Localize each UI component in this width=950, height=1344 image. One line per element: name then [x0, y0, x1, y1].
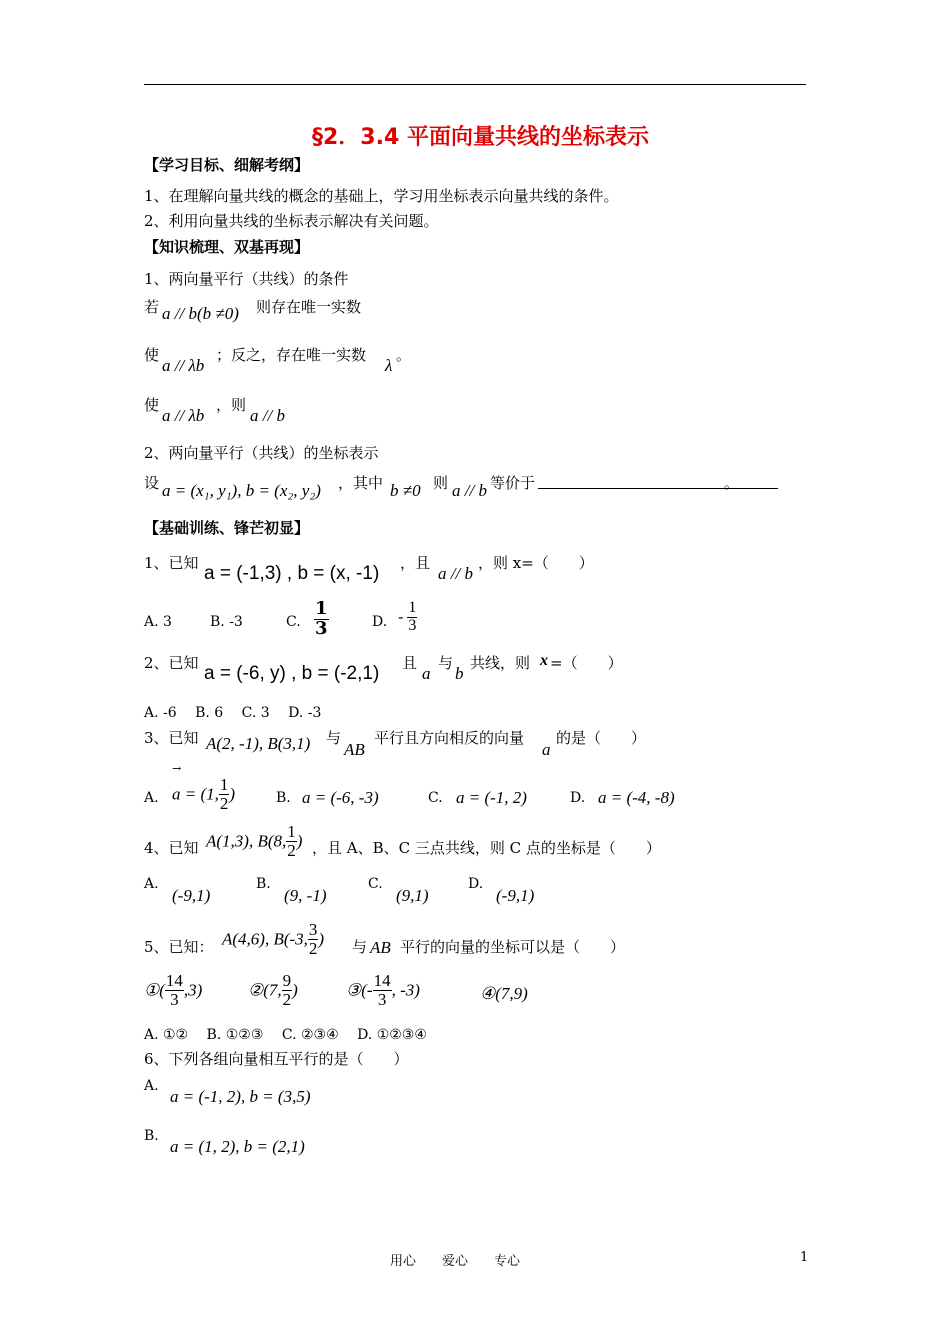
- q2-text-2: 与: [438, 654, 454, 672]
- q5-options: A. ①② B. ①②③ C. ②③④ D. ①②③④: [144, 1027, 427, 1043]
- q5-vector-ab: AB: [370, 938, 391, 957]
- q3-option-a: A.: [144, 790, 159, 806]
- q4-option-b: B.: [256, 876, 271, 892]
- q3-vector-a: a: [542, 740, 551, 759]
- arrow-mark: →: [172, 762, 182, 775]
- knowledge-2-title: 2、两向量平行（共线）的坐标表示: [144, 444, 379, 462]
- q1-text-2: ，则 x=（ ）: [478, 554, 594, 572]
- q6-option-b: B.: [144, 1128, 159, 1144]
- q5-choice-2: ②(7, $\frac{9}{2}$ ): [248, 971, 298, 1009]
- knowledge-2-formula-1: a = (x₁, y₁), b = (x₂, y₂): [162, 481, 321, 500]
- q3-option-b: B.: [276, 790, 291, 806]
- knowledge-1-formula-1: a // b(b ≠0): [162, 304, 239, 323]
- q2-text-3: 共线，则: [470, 654, 531, 672]
- q6-lead: 6、下列各组向量相互平行的是（ ）: [144, 1050, 409, 1068]
- knowledge-1-formula-2: a // λb: [162, 356, 205, 375]
- goal-line-1: 1、在理解向量共线的概念的基础上，学习用坐标表示向量共线的条件。: [144, 187, 619, 205]
- q3-option-c: C.: [428, 790, 443, 806]
- knowledge-1-lambda: λ: [385, 356, 393, 375]
- section-heading-knowledge: 【知识梳理、双基再现】: [144, 238, 310, 256]
- q3-option-a-math: a = (1, $\frac{1}{2}$ ): [172, 775, 236, 813]
- q5-choice-4: ④(7,9): [480, 984, 528, 1003]
- knowledge-2-let: 设: [144, 474, 160, 492]
- q4-option-d-math: (-9,1): [496, 886, 535, 905]
- q3-option-d-math: a = (-4, -8): [598, 788, 675, 807]
- knowledge-1-text-2: ；反之，存在唯一实数: [216, 346, 367, 364]
- q4-option-d: D.: [468, 876, 484, 892]
- q3-option-b-math: a = (-6, -3): [302, 788, 379, 807]
- q2-vector-a: a: [422, 664, 431, 683]
- q6-option-a-math: a = (-1, 2), b = (3,5): [170, 1087, 311, 1106]
- q1-option-d-fraction: - $\frac{1}{3}$: [398, 599, 417, 634]
- q3-lead: 3、已知: [144, 729, 199, 747]
- knowledge-1-title: 1、两向量平行（共线）的条件: [144, 270, 349, 288]
- q3-vector-ab: AB: [344, 740, 365, 759]
- knowledge-1-formula-4: a // b: [250, 406, 285, 425]
- q1-option-a: A. 3: [144, 614, 172, 630]
- q3-text-2: 平行且方向相反的向量: [374, 729, 525, 747]
- answer-blank: [538, 474, 778, 493]
- q1-option-c: C.: [286, 614, 301, 630]
- q1-lead: 1、已知: [144, 554, 199, 572]
- knowledge-1-make-1: 使: [144, 346, 160, 364]
- header-rule: [144, 84, 806, 85]
- q5-lead: 5、已知：: [144, 938, 214, 956]
- page-title: §2．3.4 平面向量共线的坐标表示: [312, 125, 649, 150]
- q5-text-2: 平行的向量的坐标可以是（ ）: [400, 938, 626, 956]
- q4-option-a: A.: [144, 876, 159, 892]
- q5-text-1: 与: [352, 938, 368, 956]
- q3-text-1: 与: [326, 729, 342, 747]
- q4-option-b-math: (9, -1): [284, 886, 327, 905]
- q2-options: A. -6 B. 6 C. 3 D. -3: [144, 705, 322, 721]
- knowledge-2-formula-3: a // b: [452, 481, 487, 500]
- q4-option-c: C.: [368, 876, 383, 892]
- knowledge-2-formula-2: b ≠0: [390, 481, 421, 500]
- section-heading-goals: 【学习目标、细解考纲】: [144, 156, 310, 174]
- q6-option-b-math: a = (1, 2), b = (2,1): [170, 1137, 305, 1156]
- page-footer: 用心 爱心 专心: [390, 1254, 521, 1269]
- q2-vector-b: b: [455, 664, 464, 683]
- q6-option-a: A.: [144, 1078, 159, 1094]
- section-heading-practice: 【基础训练、锋芒初显】: [144, 519, 310, 537]
- knowledge-2-text-1: ，其中: [338, 474, 384, 492]
- q1-parallel: a // b: [438, 564, 473, 583]
- knowledge-2-text-2: 则: [433, 474, 449, 492]
- q2-expression: a = (-6, y) , b = (-2,1): [204, 663, 380, 684]
- q3-option-d: D.: [570, 790, 586, 806]
- q2-text-4: =（ ）: [550, 654, 623, 672]
- q1-option-c-fraction: $\frac{1}{3}$: [315, 598, 328, 639]
- q5-choice-3: ③(- $\frac{14}{3}$ , -3): [346, 971, 420, 1009]
- q5-choice-1: ①( $\frac{14}{3}$ ,3): [144, 971, 203, 1009]
- q2-lead: 2、已知: [144, 654, 199, 672]
- q3-expression: A(2, -1), B(3,1): [206, 734, 311, 753]
- q1-option-d: D.: [372, 614, 388, 630]
- q4-text-1: ，且 A、B、C 三点共线，则 C 点的坐标是（ ）: [312, 839, 661, 857]
- q4-lead: 4、已知: [144, 839, 199, 857]
- q5-expression: A(4,6), B(-3, $\frac{3}{2}$ ): [222, 920, 325, 958]
- q2-text-1: 且: [402, 654, 418, 672]
- q1-text-1: ，且: [400, 554, 431, 572]
- knowledge-1-formula-3: a // λb: [162, 406, 205, 425]
- page-number: 1: [800, 1250, 809, 1265]
- knowledge-1-text-4: ，则: [216, 396, 247, 414]
- goal-line-2: 2、利用向量共线的坐标表示解决有关问题。: [144, 212, 439, 230]
- knowledge-1-if: 若: [144, 298, 160, 316]
- q2-variable-x: x: [540, 652, 548, 669]
- q4-expression: A(1,3), B(8, $\frac{1}{2}$ ): [206, 822, 303, 860]
- knowledge-1-text-3: 。: [396, 346, 412, 364]
- q4-option-c-math: (9,1): [396, 886, 429, 905]
- knowledge-1-make-2: 使: [144, 396, 160, 414]
- knowledge-1-text-1: 则存在唯一实数: [256, 298, 362, 316]
- knowledge-2-text-4: 。: [724, 474, 740, 492]
- q1-expression: a = (-1,3) , b = (x, -1): [204, 563, 380, 584]
- q3-option-c-math: a = (-1, 2): [456, 788, 527, 807]
- q4-option-a-math: (-9,1): [172, 886, 211, 905]
- knowledge-2-text-3: 等价于: [490, 474, 536, 492]
- q1-option-b: B. -3: [210, 614, 243, 630]
- q3-text-3: 的是（ ）: [556, 729, 647, 747]
